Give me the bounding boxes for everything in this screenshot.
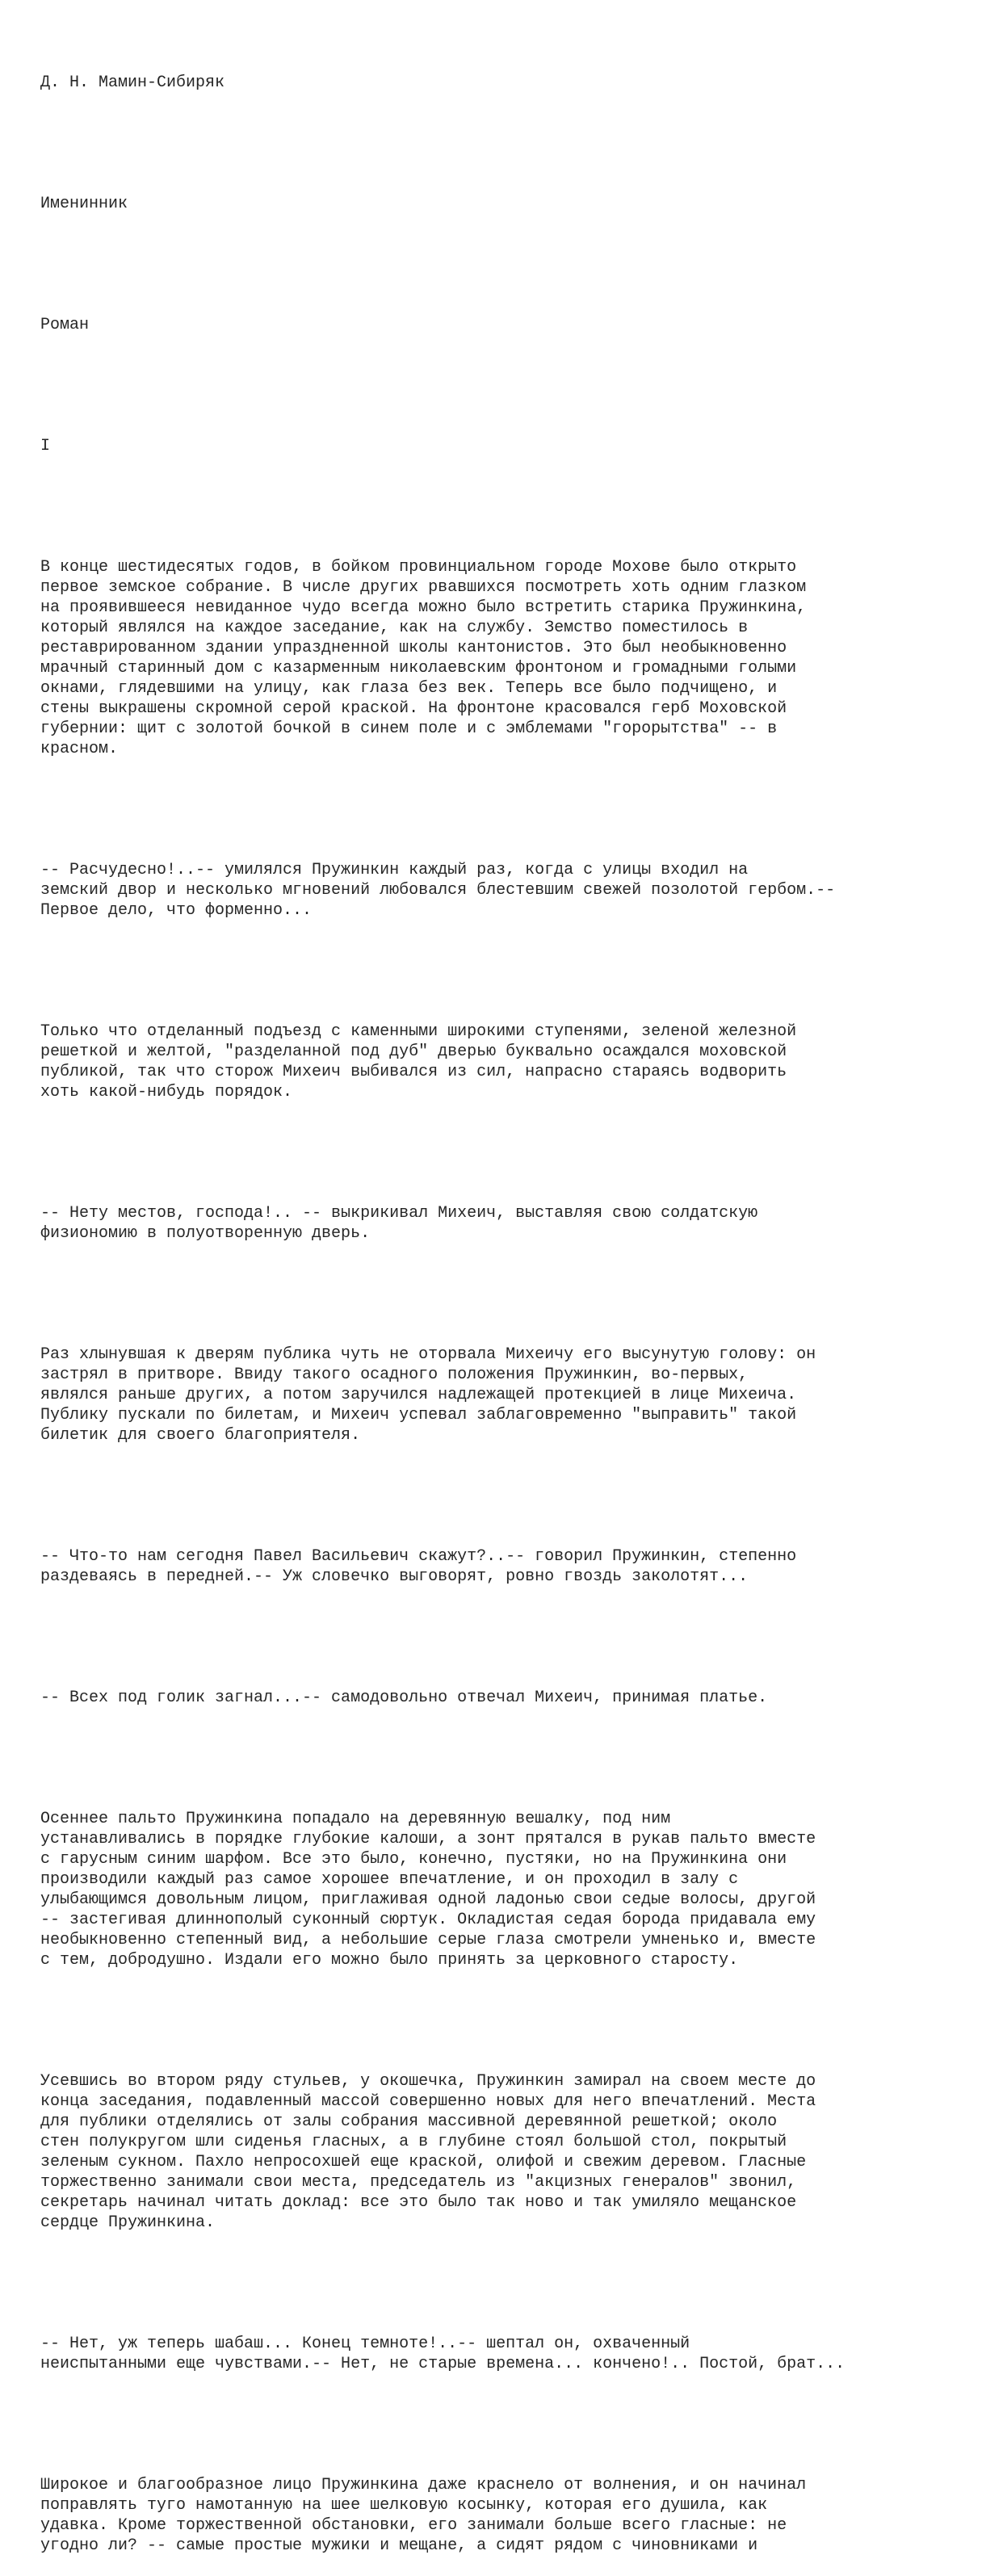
spacer (40, 133, 969, 153)
paragraph: Широкое и благообразное лицо Пружинкина даже краснело от волнения, и он начинал поправлять туго намотанную на шее шелковую косынку, которая его душила, как удавка. Кроме торжественной обстановки, его занимали больше всего гласные: не угодно ли? -- самые простые мужики и мещане, а сидят рядом с чиновниками и (40, 2476, 807, 2555)
spacer (40, 961, 969, 981)
spacer (40, 1284, 969, 1304)
paragraph: -- Всех под голик загнал...-- самодовольно отвечал Михеич, принимая платье. (40, 1689, 768, 1707)
spacer (40, 375, 969, 396)
paragraph: -- Нет, уж теперь шабаш... Конец темноте!..-- шептал он, охваченный неиспытанными еще чувствами.-- Нет, не старые времена... кончено!.. Постой, брат... (40, 2335, 846, 2373)
spacer (40, 497, 969, 517)
chapter-number: I (40, 437, 51, 455)
paragraph: Раз хлынувшая к дверям публика чуть не оторвала Михеичу его высунутую голову: он застрял в притворе. Ввиду такого осадного положения Пружинкин, во-первых, являлся раньше других, а потом заручился надлежащей протекцией в лице Михеича. Публику пускали по билетам, и Михеич успевал заблаговременно "выправить" такой билетик для своего благоприятеля. (40, 1345, 816, 1445)
genre-label: Роман (40, 316, 90, 334)
paragraph: -- Расчудесно!..-- умилялся Пружинкин каждый раз, когда с улицы входил на земский двор и несколько мгновений любовался блестевшим свежей позолотой гербом.-- Первое дело, что форменно... (40, 861, 836, 920)
paragraph: Усевшись во втором ряду стульев, у окошечка, Пружинкин замирал на своем месте до конца заседания, подавленный массой совершенно новых для него впечатлений. Места для публики отделялись от залы собрания массивной деревянной решеткой; около стен полукругом шли сиденья гласных, а в глубине стоял большой стол, покрытый зеленым сукном. Пахло непросохшей еще краской, олифой и свежим деревом. Гласные торжественно занимали свои места, председатель из "акцизных генералов" звонил, секретарь начинал читать доклад: все это было так ново и так умиляло мещанское сердце Пружинкина. (40, 2072, 816, 2232)
paragraph: Осеннее пальто Пружинкина попадало на деревянную вешалку, под ним устанавливались в порядке глубокие калоши, а зонт прятался в рукав пальто вместе с гарусным синим шарфом. Все это было, конечно, пустяки, но на Пружинкина они производили каждый раз самое хорошее впечатление, и он проходил в залу с улыбающимся довольным лицом, приглаживая одной ладонью свои седые волосы, другой -- застегивая длиннополый суконный сюртук. Окладистая седая борода придавала ему необыкновенно степенный вид, а небольшие серые глаза смотрели умненько и, вместе с тем, добродушно. Издали его можно было принять за церковного старосту. (40, 1810, 816, 1970)
spacer (40, 1486, 969, 1506)
spacer (40, 1748, 969, 1768)
spacer (40, 1627, 969, 1647)
paragraph: Только что отделанный подъезд с каменными широкими ступенями, зеленой железной решеткой и желтой, "разделанной под дуб" дверью буквально осаждался моховской публикой, так что сторож Михеич выбивался из сил, напрасно стараясь водворить хоть какой-нибудь порядок. (40, 1022, 797, 1101)
spacer (40, 2414, 969, 2435)
spacer (40, 799, 969, 820)
spacer (40, 2273, 969, 2293)
paragraph: -- Нету местов, господа!.. -- выкрикивал Михеич, выставляя свою солдатскую физиономию в полуотворенную дверь. (40, 1204, 758, 1243)
spacer (40, 2011, 969, 2031)
paragraph: В конце шестидесятых годов, в бойком провинциальном городе Мохове было открыто первое земское собрание. В числе других рвавшихся посмотреть хоть одним глазком на проявившееся невиданное чудо всегда можно было встретить старика Пружинкина, который являлся на каждое заседание, как на службу. Земство поместилось в реставрированном здании упраздненной школы кантонистов. Это был необыкновенно мрачный старинный дом с казарменным николаевским фронтоном и громадными голыми окнами, глядевшими на улицу, как глаза без век. Теперь все было подчищено, и стены выкрашены скромной серой краской. На фронтоне красовался герб Моховской губернии: щит с золотой бочкой в синем поле и с эмблемами "горорытства" -- в красном. (40, 558, 807, 758)
paragraph: -- Что-то нам сегодня Павел Васильевич скажут?..-- говорил Пружинкин, степенно раздеваясь в передней.-- Уж словечко выговорят, ровно гвоздь заколотят... (40, 1547, 797, 1586)
spacer (40, 254, 969, 275)
author-line: Д. Н. Мамин-Сибиряк (40, 73, 225, 92)
spacer (40, 1143, 969, 1163)
document-page (40, 32, 969, 2576)
book-title: Именинник (40, 195, 128, 213)
